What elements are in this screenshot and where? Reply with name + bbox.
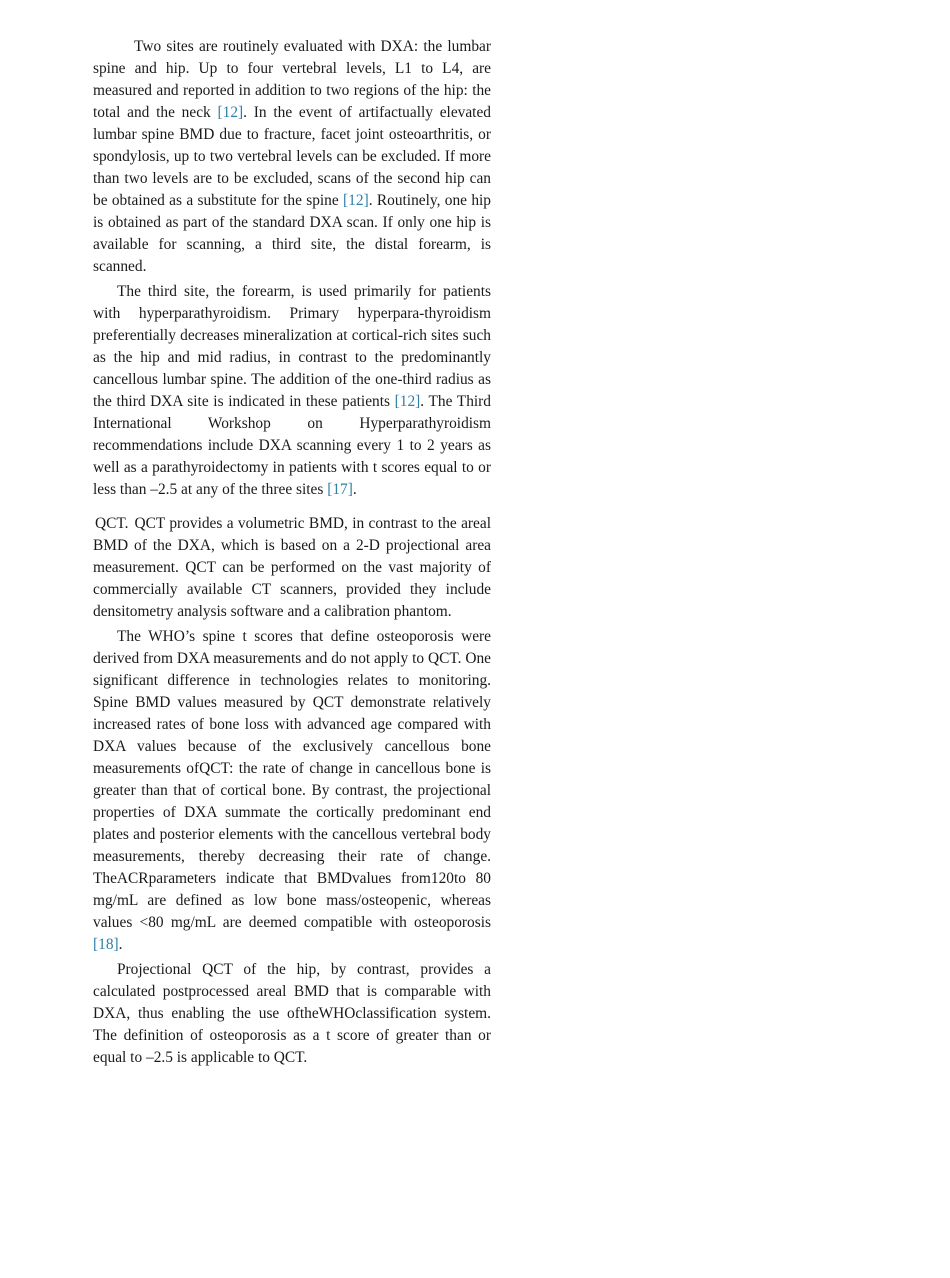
citation-link[interactable]: [12] <box>217 104 244 121</box>
paragraph-dxa-sites <box>93 36 491 278</box>
text-segment: Projectional QCT of the hip, by contrast, provides a calculated postprocessed areal BMD that is comparable with DXA, thus enabling the use oftheWHOclassification system. The definition of osteoporosis as a t score of greater than or equal to –2.5 is applicable to QCT. <box>93 961 491 1066</box>
text-segment: . The Third International Workshop on Hyperparathyroidism recommendations include DXA scanning every 1 to 2 years as well as a parathyroidectomy in patients with t scores equal to or less than –2.5 at any of the three sites <box>93 393 491 498</box>
paragraph-qct-intro <box>93 513 491 623</box>
text-segment: . Routinely, one hip is obtained as part of the standard DXA scan. If only one hip is available for scanning, a third site, the distal forearm, is scanned. <box>93 192 491 275</box>
section-heading-qct: QCT. <box>95 515 129 532</box>
citation-link[interactable]: [12] <box>394 393 421 410</box>
text-segment: The third site, the forearm, is used primarily for patients with hyperparathyroidism. Primary hyperpara-thyroidism preferentially decreases mineralization at cortical-rich sites such as the hip and mid radius, in contrast to the predominantly cancellous lumbar spine. The addition of the one-third radius as the third DXA site is indicated in these patients <box>93 283 491 410</box>
citation-link[interactable]: [17] <box>327 481 353 498</box>
text-segment: The WHO’s spine t scores that define osteoporosis were derived from DXA measurements and do not apply to QCT. One significant difference in technologies relates to monitoring. Spine BMD values measured by QCT demonstrate relatively increased rates of bone loss with advanced age compared with DXA values because of the exclusively cancellous bone measurements ofQCT: the rate of change in cancellous bone is greater than that of cortical bone. By contrast, the projectional properties of DXA summate the cortically predominant end plates and posterior elements with the cancellous vertebral body measurements, thereby decreasing their rate of change. TheACRparameters indicate that BMDvalues from120to 80 mg/mL are defined as low bone mass/osteopenic, whereas values <80 mg/mL are deemed compatible with osteoporosis <box>93 628 491 931</box>
citation-link[interactable]: [18] <box>93 936 119 953</box>
citation-link[interactable]: [12] <box>343 192 369 209</box>
text-segment: QCT provides a volumetric BMD, in contrast to the areal BMD of the DXA, which is based on a 2-D projectional area measurement. QCT can be performed on the vast majority of commercially available CT scanners, provided they include densitometry analysis software and a calibration phantom. <box>93 515 491 620</box>
text-segment: . <box>352 481 357 498</box>
text-segment: . In the event of artifactually elevated lumbar spine BMD due to fracture, facet joint osteoarthritis, or spondylosis, up to two vertebral levels can be excluded. If more than two levels are to be excluded, scans of the second hip can be obtained as a substitute for the spine <box>93 104 491 209</box>
paragraph-forearm <box>93 281 491 501</box>
text-column <box>93 36 491 1072</box>
paragraph-projectional-qct <box>93 959 491 1069</box>
paragraph-who-tscores <box>93 626 491 956</box>
text-segment: . <box>118 936 123 953</box>
text-segment: Two sites are routinely evaluated with DXA: the lumbar spine and hip. Up to four vertebral levels, L1 to L4, are measured and reported in addition to two regions of the hip: the total and the neck <box>93 38 491 121</box>
